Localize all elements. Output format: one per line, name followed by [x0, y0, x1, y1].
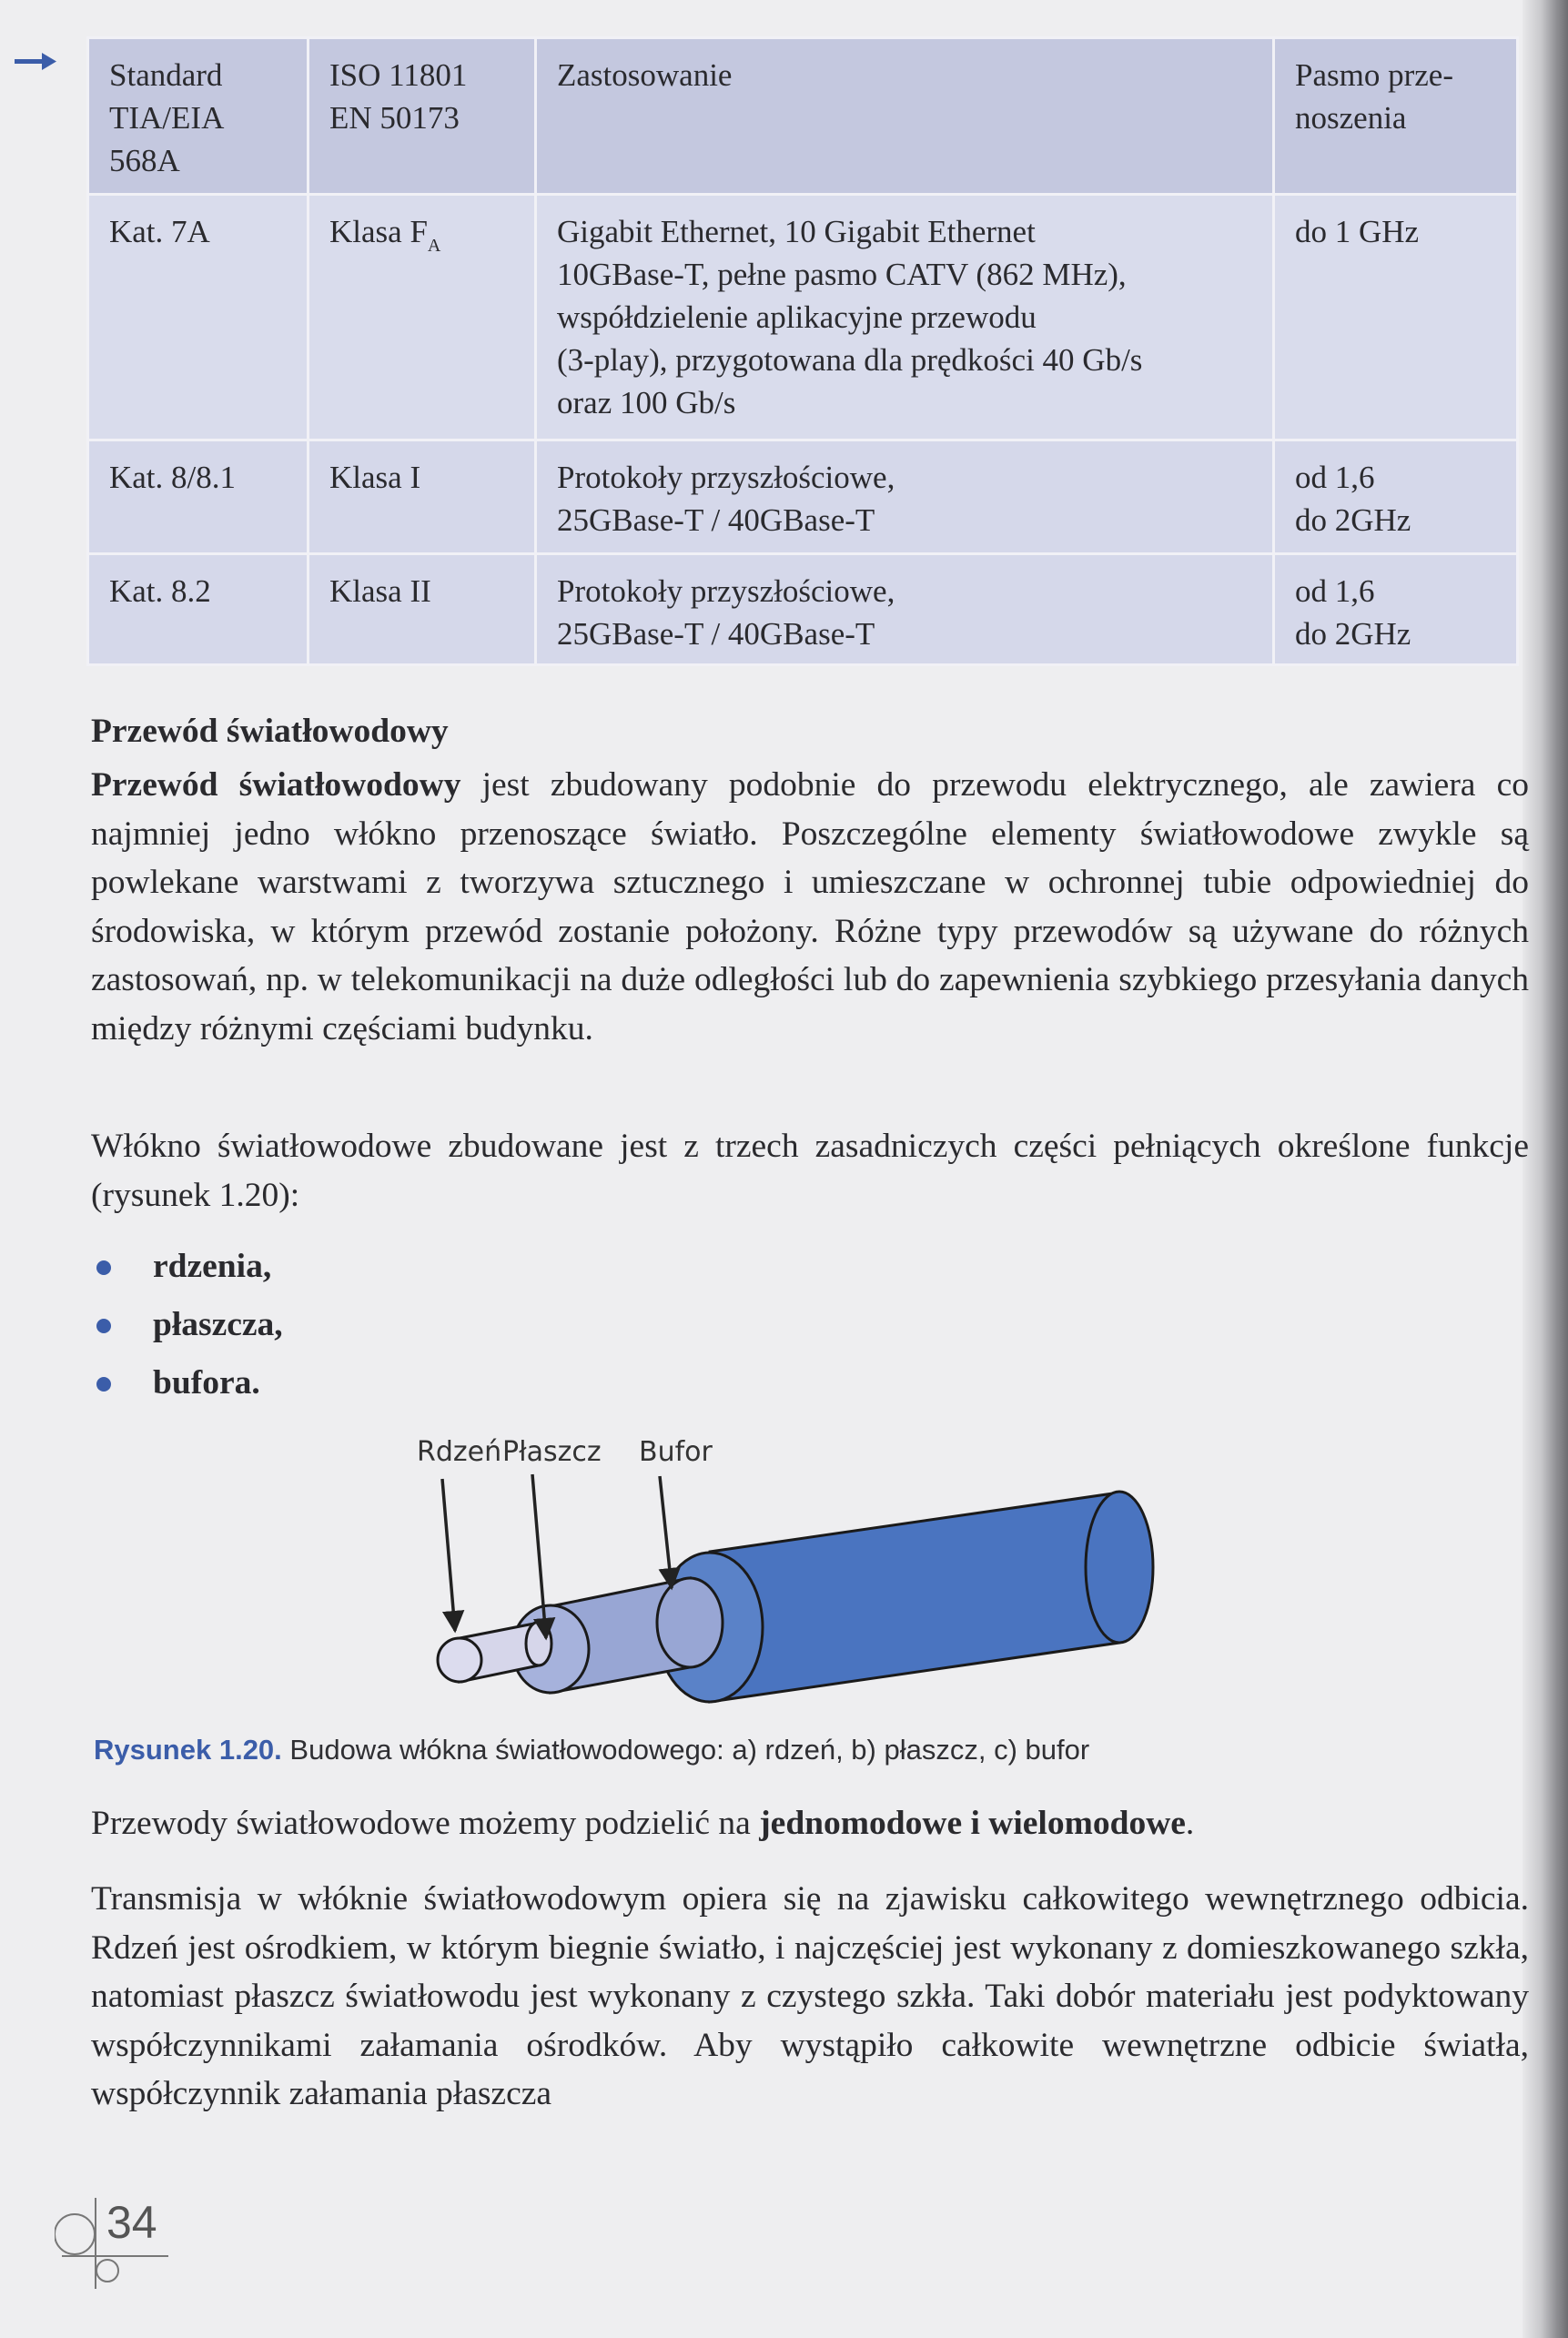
figure-caption	[94, 1734, 1089, 1766]
page-number: 34	[106, 2197, 157, 2248]
header-standard: Standard TIA/EIA 568A	[88, 38, 309, 195]
buffer-layer	[657, 1492, 1153, 1702]
list-item-text: rdzenia,	[153, 1248, 272, 1285]
cell-standard: Kat. 7A	[88, 195, 309, 440]
cell-iso-class	[309, 195, 536, 440]
cell-bandwidth: do 1 GHz	[1274, 195, 1518, 440]
list-item-text: bufora.	[153, 1364, 260, 1402]
bullet-icon	[96, 1319, 111, 1333]
transmission-paragraph: Transmisja w włóknie światłowodowym opiera się na zjawisku całkowitego wewnętrznego odbicia. Rdzeń jest ośrodkiem, w którym biegnie światło, i najczęściej jest wykonany z domieszkowanego szkła, natomiast płaszcz światłowodu jest wykonany z czystego szkła. Taki dobór materiału jest podyktowany współczynnikami załamania ośrodków. Aby wystąpiło całkowite wewnętrzne odbicie światła, współczynnik załamania płaszcza	[91, 1880, 1529, 2112]
label-cladding: Płaszcz	[502, 1436, 602, 1468]
table-row	[88, 440, 1518, 554]
list-item	[91, 1354, 283, 1412]
page-gutter-shadow	[1522, 0, 1568, 2338]
list-item	[91, 1238, 283, 1296]
bullet-icon	[96, 1377, 111, 1392]
section-heading: Przewód światłowodowy	[91, 713, 449, 750]
cable-category-table	[86, 36, 1519, 666]
cell-application: Protokoły przyszłościowe, 25GBase-T / 40GBase-T	[536, 554, 1274, 665]
multi-mode-term: wielomodowe	[988, 1805, 1186, 1842]
iso-class-text: Klasa F	[329, 214, 428, 249]
list-item	[91, 1296, 283, 1354]
buffer-leader-arrow	[660, 1476, 672, 1588]
label-core: Rdzeń	[417, 1436, 502, 1468]
table-row	[88, 195, 1518, 440]
modes-paragraph	[91, 1799, 1529, 1848]
cell-standard: Kat. 8.2	[88, 554, 309, 665]
header-iso: ISO 11801 EN 50173	[309, 38, 536, 195]
figure-caption-text: Budowa włókna światłowodowego: a) rdzeń, b) płaszcz, c) bufor	[281, 1734, 1090, 1766]
modes-period: .	[1185, 1805, 1195, 1842]
page-number-footer	[55, 2180, 182, 2298]
header-application: Zastosowanie	[536, 38, 1274, 195]
cell-iso-class: Klasa II	[309, 554, 536, 665]
cell-application: Protokoły przyszłościowe, 25GBase-T / 40GBase-T	[536, 440, 1274, 554]
bullet-icon	[96, 1260, 111, 1275]
intro-bold-term: Przewód światłowodowy	[91, 766, 461, 804]
cell-bandwidth: od 1,6 do 2GHz	[1274, 554, 1518, 665]
cell-standard: Kat. 8/8.1	[88, 440, 309, 554]
cell-application: Gigabit Ethernet, 10 Gigabit Ethernet 10GBase-T, pełne pasmo CATV (862 MHz), współdzielenie aplikacyjne przewodu (3-play), przygotowana dla prędkości 40 Gb/s oraz 100 Gb/s	[536, 195, 1274, 440]
iso-class-subscript: A	[427, 236, 441, 256]
intro-text: jest zbudowany podobnie do przewodu elektrycznego, ale zawiera co najmniej jedno włókno przenoszące światło. Poszczególne elementy światłowodowe zwykle są powlekane warstwami z tworzywa sztucznego i umieszczane w ochronnej tubie odpowiedniej do środowiska, w którym przewód zostanie położony. Różne typy przewodów są używane do różnych zastosowań, np. w telekomunikacji na duże odległości lub do zapewnienia szybkiego przesyłania danych między różnymi częściami budynku.	[91, 766, 1529, 1048]
parts-intro-paragraph: Włókno światłowodowe zbudowane jest z trzech zasadniczych części pełniących określone funkcje (rysunek 1.20):	[91, 1128, 1529, 1214]
core-leader-arrow	[442, 1479, 455, 1631]
list-item-text: płaszcza,	[153, 1306, 283, 1343]
cell-iso-class: Klasa I	[309, 440, 536, 554]
fiber-parts-list	[91, 1238, 283, 1412]
fiber-structure-diagram	[400, 1420, 1219, 1711]
intro-paragraph	[91, 761, 1529, 1053]
modes-text: Przewody światłowodowe możemy podzielić na	[91, 1805, 760, 1842]
cell-bandwidth: od 1,6 do 2GHz	[1274, 440, 1518, 554]
single-mode-term: jednomodowe	[759, 1805, 963, 1842]
figure-label: Rysunek 1.20.	[94, 1734, 282, 1766]
table-header-row	[88, 38, 1518, 195]
table-row	[88, 554, 1518, 665]
label-buffer: Bufor	[639, 1436, 713, 1468]
modes-and: i	[962, 1805, 989, 1842]
arrow-right-icon	[13, 51, 58, 71]
header-bandwidth: Pasmo prze- noszenia	[1274, 38, 1518, 195]
